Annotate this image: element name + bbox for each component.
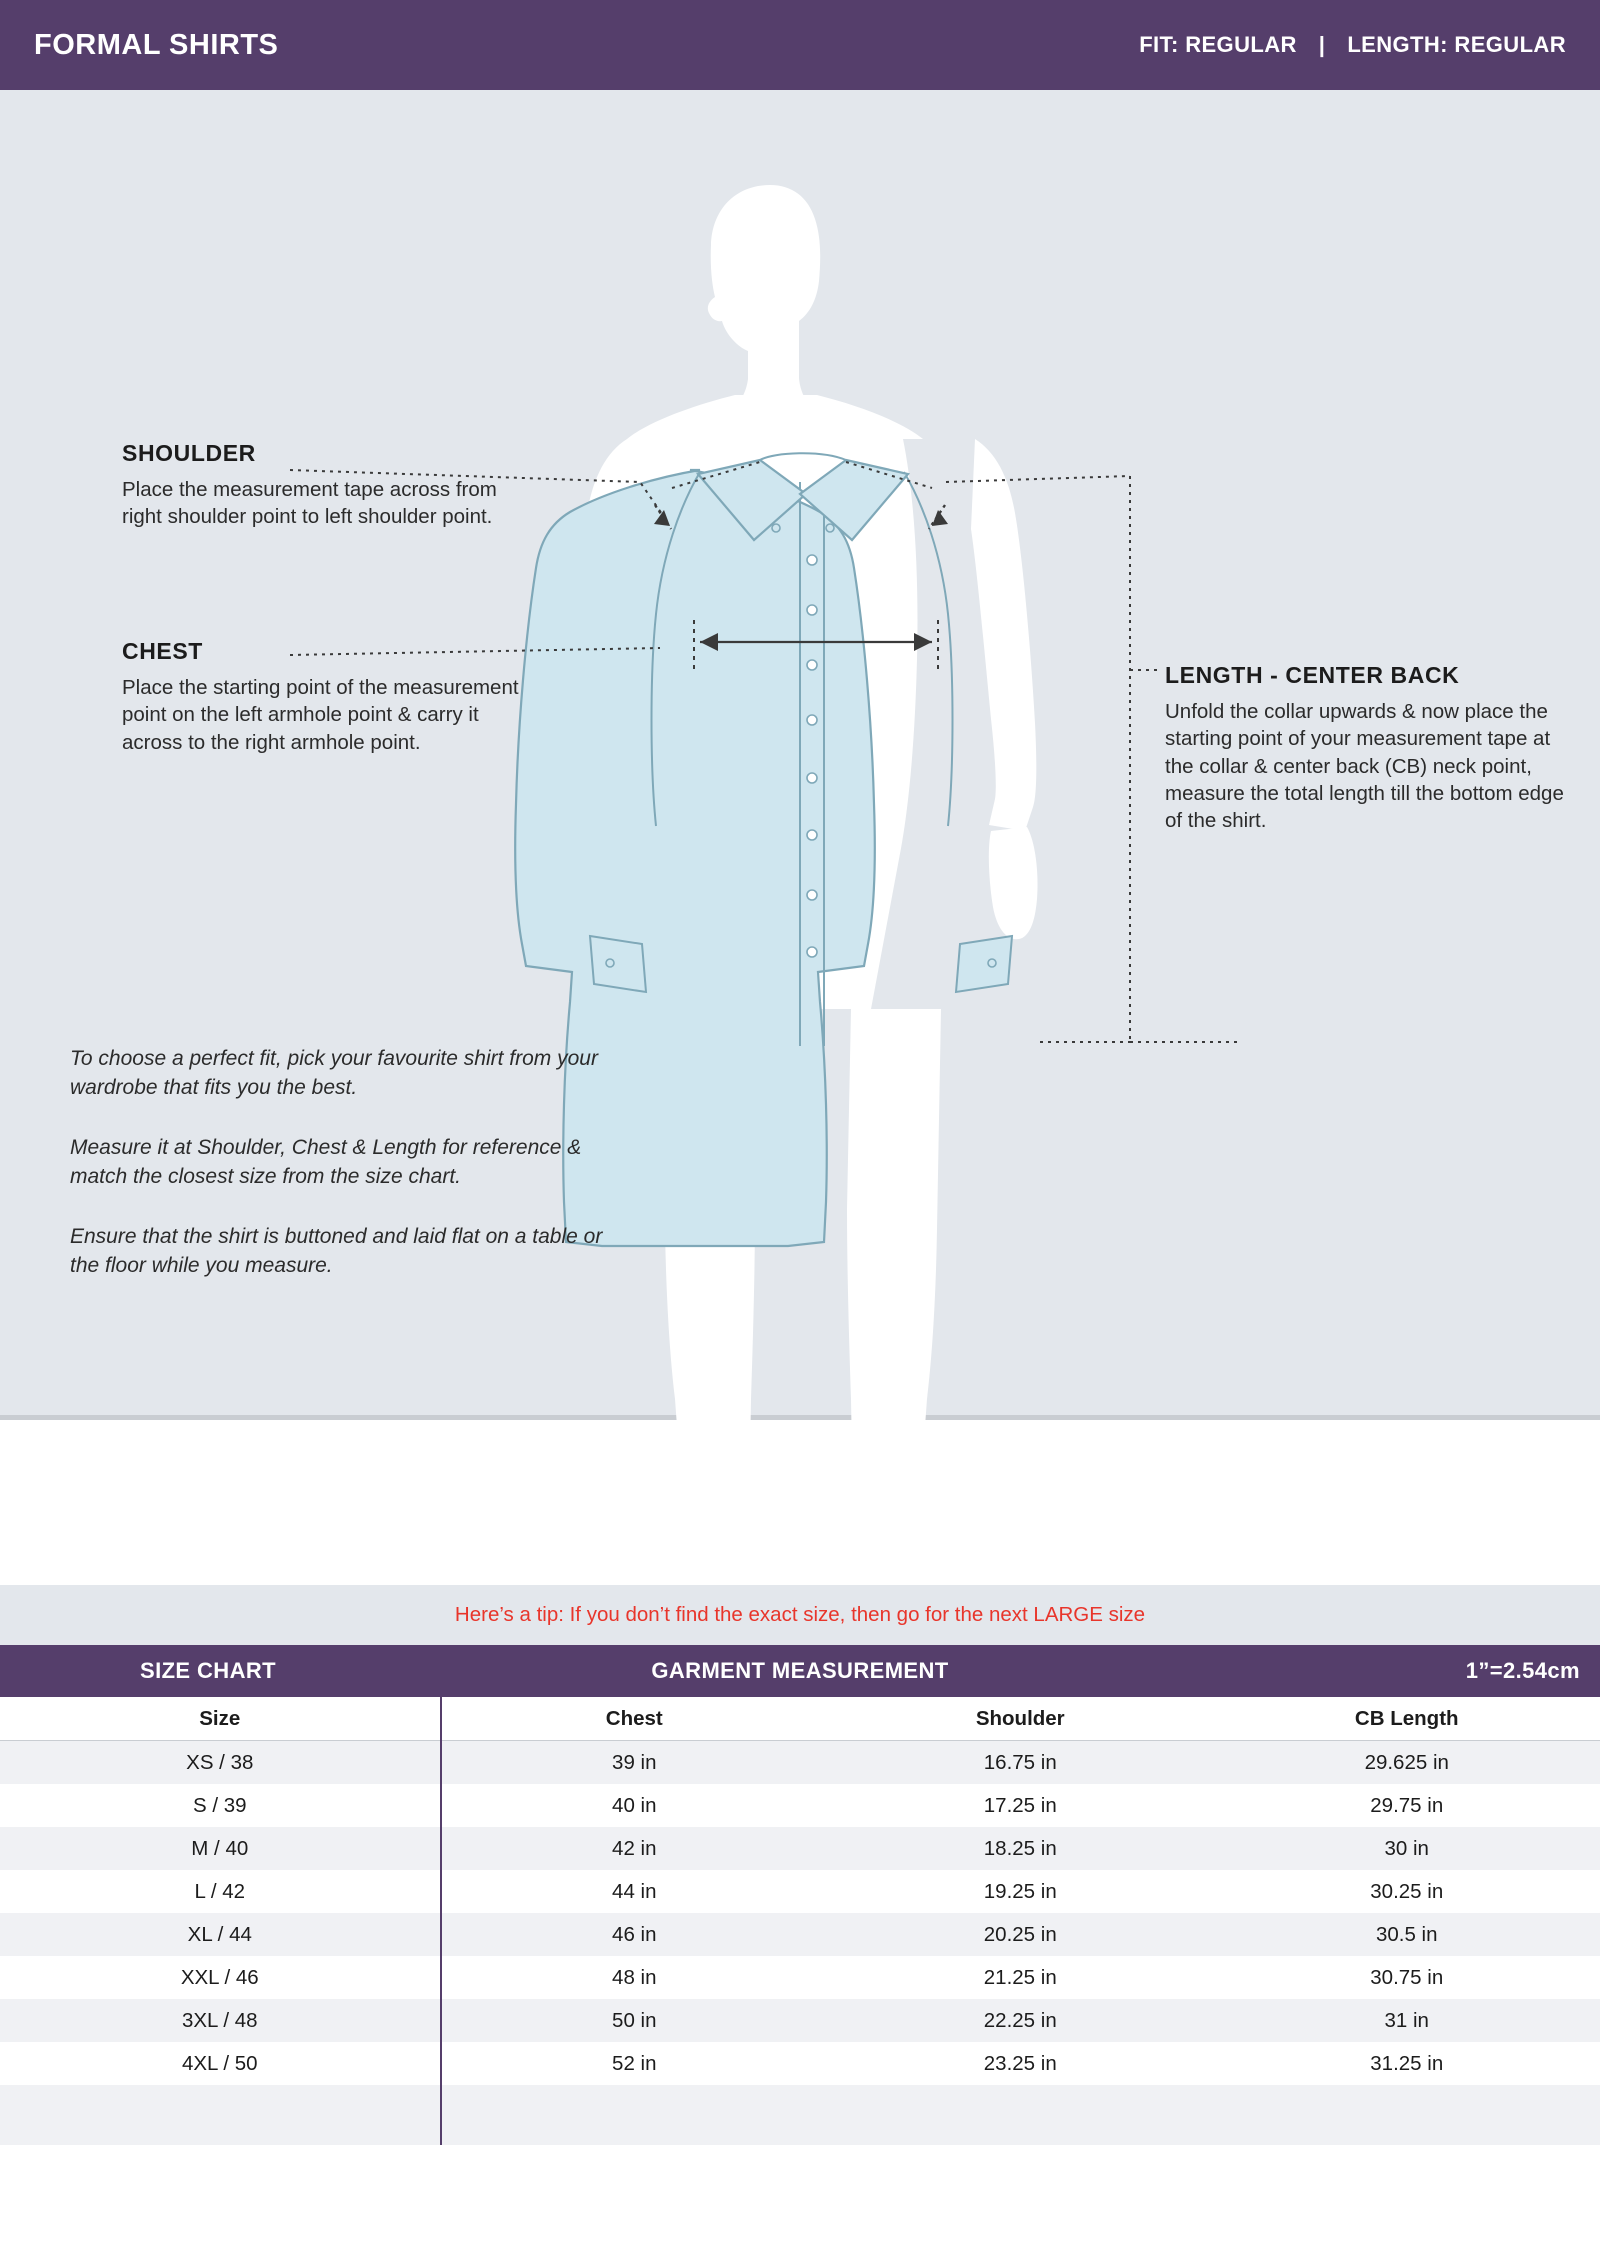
column-header-cb-length: CB Length [1213,1697,1600,1741]
page-title: FORMAL SHIRTS [34,28,279,61]
callout-chest-title: CHEST [122,638,203,664]
table-row [0,1956,1600,1999]
cell-cb-length: 30 in [1384,1836,1429,1860]
cell-shoulder: 20.25 in [983,1922,1057,1946]
cell-chest: 48 in [612,1965,657,1989]
size-chart [0,1645,1600,2145]
table-row [0,1741,1600,1785]
callout-shoulder-body: Place the measurement tape across from right shoulder point to left shoulder point. [122,478,497,529]
header-separator: | [1318,32,1326,57]
cell-shoulder: 18.25 in [983,1836,1057,1860]
cell-cb-length: 30.25 in [1370,1879,1444,1903]
tip-item: Ensure that the shirt is buttoned and laid flat on a table or the floor while you measure. [70,1225,603,1277]
callout-chest-body: Place the starting point of the measurement point on the left armhole point & carry it across to the right armhole point. [122,676,519,754]
column-header-shoulder: Shoulder [827,1697,1213,1741]
header-meta [1139,32,1566,58]
callout-chest [122,638,522,756]
callout-length-body: Unfold the collar upwards & now place the starting point of your measurement tape at the collar & center back (CB) neck point, measure the total length till the bottom edge of the shirt. [1165,700,1564,832]
column-header-size: Size [0,1697,441,1741]
cell-size: XS / 38 [0,1741,441,1785]
size-tip-banner: Here’s a tip: If you don’t find the exact size, then go for the next LARGE size [0,1585,1600,1645]
callout-shoulder [122,440,522,531]
table-footer-space [0,2085,1600,2145]
cell-size: XL / 44 [0,1913,441,1956]
cell-chest: 39 in [612,1750,657,1774]
cell-size: L / 42 [0,1870,441,1913]
cell-size: XXL / 46 [0,1956,441,1999]
table-row [0,1827,1600,1870]
callout-length-title: LENGTH - CENTER BACK [1165,662,1460,688]
tip-item: Measure it at Shoulder, Chest & Length for reference & match the closest size from the size chart. [70,1136,582,1188]
cell-shoulder: 21.25 in [983,1965,1057,1989]
illustration-area [0,90,1600,1420]
table-row [0,1999,1600,2042]
cell-chest: 42 in [612,1836,657,1860]
table-row [0,1784,1600,1827]
callout-length-center-back [1165,662,1565,834]
size-chart-label: SIZE CHART [140,1658,276,1683]
cell-shoulder: 16.75 in [983,1750,1057,1774]
cell-chest: 52 in [612,2051,657,2075]
cell-cb-length: 29.75 in [1370,1793,1444,1817]
measuring-tips [70,1045,610,1280]
fit-label: FIT: REGULAR [1139,32,1297,57]
cell-shoulder: 17.25 in [983,1793,1057,1817]
cell-chest: 40 in [612,1793,657,1817]
cell-size: M / 40 [0,1827,441,1870]
table-row [0,2042,1600,2085]
cell-cb-length: 31 in [1384,2008,1429,2032]
cell-chest: 50 in [612,2008,657,2032]
cell-cb-length: 30.75 in [1370,1965,1444,1989]
callout-shoulder-title: SHOULDER [122,440,256,466]
size-chart-band [0,1645,1600,1697]
length-label: LENGTH: REGULAR [1347,32,1566,57]
cell-cb-length: 30.5 in [1375,1922,1438,1946]
table-header-row [0,1697,1600,1741]
cell-chest: 44 in [612,1879,657,1903]
cell-chest: 46 in [612,1922,657,1946]
cell-shoulder: 22.25 in [983,2008,1057,2032]
cell-shoulder: 23.25 in [983,2051,1057,2075]
table-row [0,1870,1600,1913]
garment-measurement-label: GARMENT MEASUREMENT [651,1658,949,1683]
cell-shoulder: 19.25 in [983,1879,1057,1903]
size-table [0,1697,1600,2085]
unit-conversion-label: 1”=2.54cm [1465,1658,1580,1683]
page-header [0,0,1600,90]
cell-size: 3XL / 48 [0,1999,441,2042]
cell-cb-length: 31.25 in [1370,2051,1444,2075]
table-row [0,1913,1600,1956]
table-column-divider [440,2085,442,2145]
column-header-chest: Chest [441,1697,827,1741]
cell-size: 4XL / 50 [0,2042,441,2085]
tip-item: To choose a perfect fit, pick your favourite shirt from your wardrobe that fits you the best. [70,1047,598,1099]
cell-size: S / 39 [0,1784,441,1827]
cell-cb-length: 29.625 in [1364,1750,1449,1774]
